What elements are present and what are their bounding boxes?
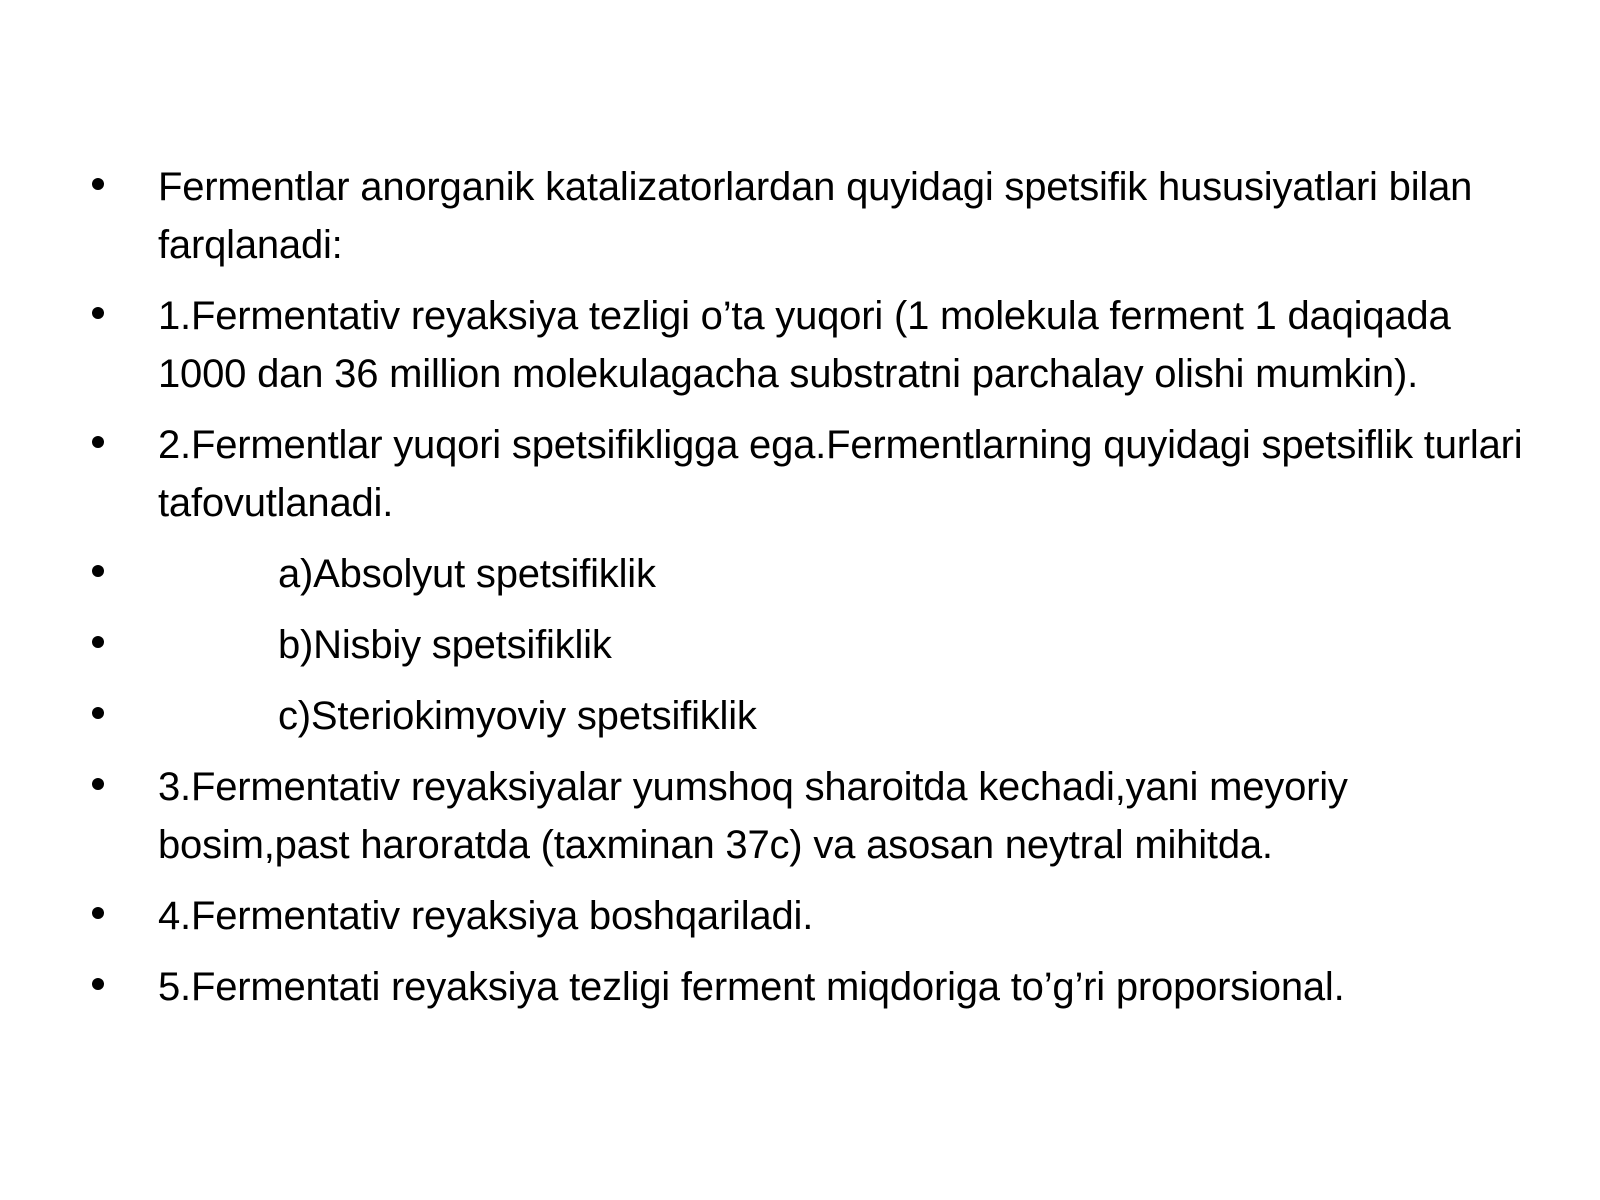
bullet-list bbox=[92, 158, 1532, 1029]
bullet-dot-icon bbox=[92, 978, 104, 990]
bullet-dot-icon bbox=[92, 707, 104, 719]
bullet-item-2c bbox=[92, 687, 1532, 745]
bullet-text: 5.Fermentati reyaksiya tezligi ferment miqdoriga to’g’ri proporsional. bbox=[158, 965, 1345, 1009]
bullet-text: 3.Fermentativ reyaksiyalar yumshoq sharoitda kechadi,yani meyoriy bosim,past haroratda (taxminan 37c) va asosan neytral mihitda. bbox=[158, 765, 1348, 867]
bullet-text: a)Absolyut spetsifiklik bbox=[278, 552, 656, 596]
bullet-dot-icon bbox=[92, 178, 104, 190]
bullet-dot-icon bbox=[92, 907, 104, 919]
bullet-text: 1.Fermentativ reyaksiya tezligi o’ta yuqori (1 molekula ferment 1 daqiqada 1000 dan 36 million molekulagacha substratni parchalay olishi mumkin). bbox=[158, 294, 1451, 396]
bullet-item-2 bbox=[92, 416, 1532, 532]
bullet-text: b)Nisbiy spetsifiklik bbox=[278, 623, 612, 667]
bullet-dot-icon bbox=[92, 565, 104, 577]
bullet-item-5 bbox=[92, 958, 1532, 1016]
bullet-item-2a bbox=[92, 545, 1532, 603]
bullet-dot-icon bbox=[92, 307, 104, 319]
bullet-dot-icon bbox=[92, 636, 104, 648]
bullet-text: c)Steriokimyoviy spetsifiklik bbox=[278, 694, 757, 738]
bullet-item-4 bbox=[92, 887, 1532, 945]
bullet-dot-icon bbox=[92, 778, 104, 790]
bullet-item-2b bbox=[92, 616, 1532, 674]
bullet-text: Fermentlar anorganik katalizatorlardan quyidagi spetsifik hususiyatlari bilan farqlanadi: bbox=[158, 165, 1473, 267]
bullet-dot-icon bbox=[92, 436, 104, 448]
bullet-item-3 bbox=[92, 758, 1532, 874]
bullet-text: 4.Fermentativ reyaksiya boshqariladi. bbox=[158, 894, 814, 938]
bullet-text: 2.Fermentlar yuqori spetsifikligga ega.Fermentlarning quyidagi spetsiflik turlari tafovutlanadi. bbox=[158, 423, 1523, 525]
bullet-item-1 bbox=[92, 287, 1532, 403]
bullet-item-intro bbox=[92, 158, 1532, 274]
